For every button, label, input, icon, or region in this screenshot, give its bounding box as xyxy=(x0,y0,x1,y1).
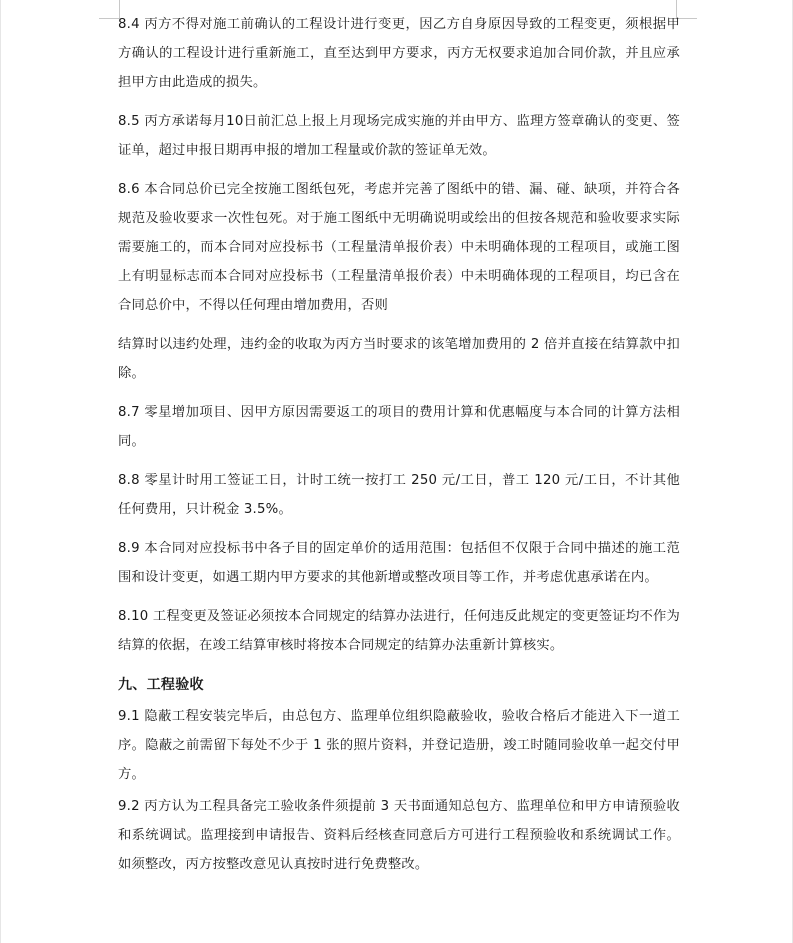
clause-8-6-continued: 结算时以违约处理，违约金的收取为丙方当时要求的该笔增加费用的 2 倍并直接在结算款中扣除。 xyxy=(118,337,680,381)
page-left-edge xyxy=(0,0,1,943)
clause-8-5: 8.5 丙方承诺每月10日前汇总上报上月现场完成实施的并由甲方、监理方签章确认的变更、签证单，超过申报日期再申报的增加工程量或价款的签证单无效。 xyxy=(118,114,680,158)
section-heading-acceptance: 九、工程验收 xyxy=(118,677,204,693)
clause-8-9: 8.9 本合同对应投标书中各子目的固定单价的适用范围：包括但不仅限于合同中描述的施工范围和设计变更，如遇工期内甲方要求的其他新增或整改项目等工作，并考虑优惠承诺在内。 xyxy=(118,541,680,585)
clause-8-7: 8.7 零星增加项目、因甲方原因需要返工的项目的费用计算和优惠幅度与本合同的计算方法相同。 xyxy=(118,405,680,449)
clause-8-10: 8.10 工程变更及签证必须按本合同规定的结算办法进行，任何违反此规定的变更签证均不作为结算的依据，在竣工结算审核时将按本合同规定的结算办法重新计算核实。 xyxy=(118,609,680,653)
clause-8-4: 8.4 丙方不得对施工前确认的工程设计进行变更，因乙方自身原因导致的工程变更，须根据甲方确认的工程设计进行重新施工，直至达到甲方要求，丙方无权要求追加合同价款，并且应承担甲方由此造成的损失。 xyxy=(118,17,680,90)
clause-9-2: 9.2 丙方认为工程具备完工验收条件须提前 3 天书面通知总包方、监理单位和甲方申请预验收和系统调试。监理接到申请报告、资料后经核查同意后方可进行工程预验收和系统调试工作。如须整改，丙方按整改意见认真按时进行免费整改。 xyxy=(118,799,680,872)
document-body xyxy=(118,10,680,889)
clause-8-8: 8.8 零星计时用工签证工日，计时工统一按打工 250 元/工日，普工 120 元/工日，不计其他任何费用，只计税金 3.5%。 xyxy=(118,473,680,517)
clause-8-6: 8.6 本合同总价已完全按施工图纸包死，考虑并完善了图纸中的错、漏、碰、缺项，并符合各规范及验收要求一次性包死。对于施工图纸中无明确说明或绘出的但按各规范和验收要求实际需要施工的，而本合同对应投标书（工程量清单报价表）中未明确体现的工程项目，或施工图上有明显标志而本合同对应投标书（工程量清单报价表）中未明确体现的工程项目，均已含在合同总价中，不得以任何理由增加费用，否则 xyxy=(118,182,680,313)
clause-9-1: 9.1 隐蔽工程安装完毕后，由总包方、监理单位组织隐蔽验收，验收合格后才能进入下一道工序。隐蔽之前需留下每处不少于 1 张的照片资料，并登记造册，竣工时随同验收单一起交付甲方。 xyxy=(118,709,680,782)
margin-corner-mark-left xyxy=(99,0,120,19)
